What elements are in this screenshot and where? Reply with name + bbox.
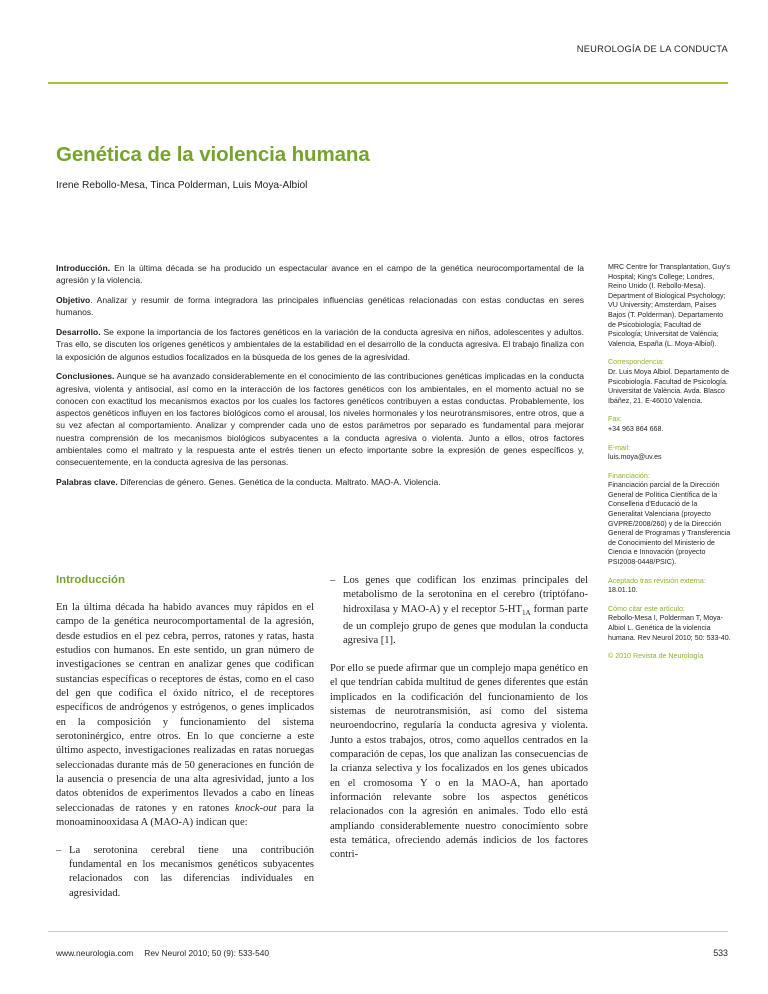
body-paragraph-left-1-text: En la última década ha habido avances muy rápidos en el campo de la genética neurocomportamental de la agresión, desde estudios en el pez cebra, perros, ratones y ratas, hasta estudios con humanos. En este sentido, un gran número de investigaciones se centran en analizar genes que codifican sustancias específicas o receptores de éstas, como en el caso del gen que codifica el óxido nítrico, el de receptores específicos de andrógenos y estrógenos, o genes implicados en la composición y funcionamiento del sistema serotoninérgico, entre otros. En lo que concierne a este último aspecto, investigaciones realizadas en ratas noruegas seleccionadas durante más de 50 generaciones en función de la ausencia o presencia de una alta agresividad, junto a los datos obtenidos de experimentos llevados a cabo en líneas seleccionadas de ratones y en ratones — [56, 602, 314, 814]
abstract-paragraph-objetivo — [56, 294, 584, 319]
header-rule — [48, 82, 728, 84]
fax-block — [608, 415, 732, 434]
page-title: Genética de la violencia humana — [56, 142, 370, 166]
accepted-label: Aceptado tras revisión externa: — [608, 576, 706, 585]
body-column-left — [56, 574, 314, 901]
author-list: Irene Rebollo-Mesa, Tinca Polderman, Luis Moya-Albiol — [56, 180, 308, 191]
journal-website[interactable]: www.neurologia.com — [56, 948, 134, 958]
body-column-right — [330, 574, 588, 863]
funding-label: Financiación: — [608, 471, 650, 480]
correspondence-block — [608, 358, 732, 406]
abstract-paragraph-conclusiones — [56, 370, 584, 468]
how-to-cite-text: Rebollo-Mesa I, Polderman T, Moya-Albiol L. Genética de la violencia humana. Rev Neurol 2010; 50: 533-40. — [608, 614, 731, 642]
list-item-text: La serotonina cerebral tiene una contribución fundamental en los mecanismos genéticos subyacentes relacionados con las diferencias individuales en agresividad. — [69, 844, 314, 899]
body-bullet-list-continued — [330, 574, 588, 649]
abstract-label-desarrollo: Desarrollo. — [56, 327, 101, 337]
email-label: E-mail: — [608, 443, 631, 452]
abstract-paragraph-keywords — [56, 476, 584, 488]
footer-left — [56, 948, 269, 958]
body-paragraph-right-1: Por ello se puede afirmar que un complejo mapa genético en el que tendrían cabida multitud de genes diferentes que están implicados en la codificación del funcionamiento de los sistemas de neurotransmisión, así como del sistema neuroendocrino, regularía la conducta agresiva y violenta. Junto a estos trabajos, otros, como aquellos centrados en la comparación de cepas, los que analizan las consecuencias de la crianza selectiva y los focalizados en los genes ubicados en el cromosoma Y o en la MAO-A, han aportado información relevante sobre los aspectos genéticos relacionados con la agresión en animales. Todo ello está ampliando considerablemente nuestro conocimiento sobre esta temática, ofreciendo además indicios de los factores contri- — [330, 663, 588, 861]
body-italic-knockout: knock-out — [234, 802, 277, 814]
funding-block — [608, 472, 732, 568]
how-to-cite-block — [608, 605, 732, 643]
abstract-text-conclusiones: Aunque se ha avanzado considerablemente en el conocimiento de las contribuciones genéticas implicadas en la conducta agresiva, violenta y antisocial, así como en la interacción de los factores genéticos con los ambientales, en el momento actual no se conocen con exactitud los mecanismos exactos por los cuales los factores genéticos contribuyen a estas conductas. Probablemente, los aspectos genéticos influyen en los factores biológicos como el arousal, los niveles hormonales y los neurotransmisores, entre otros, que a su vez afectan al comportamiento. Analizar y comprender cada uno de estos parámetros por separado es fundamental para mejorar nuestra comprensión de los mecanismos biológicos subyacentes a la conducta agresiva o violenta. Junto a ellos, otros factores ambientales como el maltrato y la respuesta ante el estrés tienen un efecto importante sobre la expresión de genes específicos y, consecuentemente, en la conducta agresiva de las personas. — [56, 371, 584, 467]
copyright-block — [608, 652, 732, 662]
affiliations-text: MRC Centre for Transplantation, Guy's Hospital; King's College; Londres, Reino Unido (I. Rebollo-Mesa). Department of Biological Psychology; VU University; Amsterdam, Países Bajos (T. Polderman). Departamento de Psicobiología; Facultad de Psicología; Universitat de València; Valencia, España (L. Moya-Albiol). — [608, 263, 730, 348]
list-item-text-tail: forman parte de un complejo grupo de genes que modulan la conducta agresiva [1]. — [343, 603, 588, 647]
correspondence-label: Correspondencia: — [608, 358, 664, 367]
receptor-subscript: 1A — [521, 608, 531, 617]
abstract-block — [56, 262, 584, 488]
list-item-text: Los genes que codifican los enzimas principales del metabolismo de la serotonina en el cerebro (triptófano-hidroxilasa y MAO-A) y el receptor 5-HT — [343, 575, 588, 615]
affiliations-block — [608, 263, 732, 349]
correspondence-text: Dr. Luis Moya Albiol. Departamento de Psicobiología. Facultad de Psicología. Universitat de València. Avda. Blasco Ibáñez, 21. E-46010 Valencia. — [608, 367, 730, 405]
fax-number: +34 963 864 668. — [608, 424, 664, 433]
section-heading-introduccion: Introducción — [56, 574, 125, 586]
list-item — [56, 844, 314, 901]
how-to-cite-label: Cómo citar este artículo: — [608, 604, 685, 613]
abstract-text-desarrollo: Se expone la importancia de los factores genéticos en la variación de la conducta agresiva en niños, adolescentes y adultos. Tras ello, se discuten los orígenes genéticos y ambientales de la estabilidad en el desarrollo de la conducta agresiva. El trabajo finaliza con la exposición de algunos estudios focalizados en la búsqueda de los genes de la agresividad. — [56, 327, 584, 362]
abstract-label-introduccion: Introducción. — [56, 263, 111, 273]
dash-marker: – — [56, 844, 62, 856]
copyright-text: © 2010 Revista de Neurología — [608, 652, 704, 661]
body-bullet-list — [56, 844, 314, 901]
body-paragraph-left-1 — [56, 601, 314, 831]
funding-text: Financiación parcial de la Dirección General de Política Científica de la Conselleria d'Educació de la Generalitat Valenciana (proyecto GVPRE/2008/260) y de la Dirección General de Programas y Transferencia de Conocimiento del Ministerio de Ciencia e Innovación (proyecto PSI2008-0448/PSIC). — [608, 481, 731, 567]
abstract-paragraph-introduccion — [56, 262, 584, 287]
footer-citation: Rev Neurol 2010; 50 (9): 533-540 — [144, 948, 270, 958]
page-number: 533 — [713, 948, 728, 958]
footer-rule — [48, 931, 728, 932]
abstract-label-keywords: Palabras clave. — [56, 476, 118, 487]
abstract-label-conclusiones: Conclusiones. — [56, 371, 115, 382]
metadata-sidebar — [608, 263, 732, 662]
email-block — [608, 444, 732, 463]
running-head: NEUROLOGÍA DE LA CONDUCTA — [576, 44, 728, 54]
abstract-text-keywords: Diferencias de género. Genes. Genética de la conducta. Maltrato. MAO-A. Violencia. — [117, 476, 441, 487]
abstract-text-objetivo: . Analizar y resumir de forma integradora las principales influencias genéticas relacionadas con estas conductas en seres humanos. — [56, 295, 584, 318]
list-item — [330, 574, 588, 649]
email-address[interactable]: luis.moya@uv.es — [608, 453, 662, 462]
accepted-block — [608, 577, 732, 596]
abstract-paragraph-desarrollo — [56, 326, 584, 363]
abstract-label-objetivo: Objetivo — [56, 295, 91, 305]
dash-marker: – — [330, 575, 336, 586]
body-paragraph-left-1-tail: para la monoaminooxidasa A (MAO-A) indican que: — [56, 802, 314, 829]
abstract-text-introduccion: En la última década se ha producido un espectacular avance en el campo de la genética neurocomportamental de la agresión y la violencia. — [56, 263, 584, 286]
fax-label: Fax: — [608, 415, 622, 424]
accepted-date: 18.01.10. — [608, 586, 638, 595]
